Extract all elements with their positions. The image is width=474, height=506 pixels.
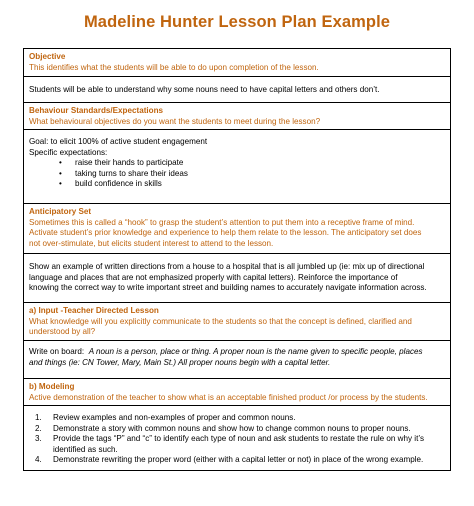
page-title: Madeline Hunter Lesson Plan Example <box>83 13 391 31</box>
input-desc-line: understood by all? <box>29 327 96 337</box>
expectations-list <box>29 158 445 190</box>
modeling-content-cell <box>24 406 450 470</box>
modeling-heading: b) Modeling <box>29 382 75 391</box>
list-item: • build confidence in skills <box>75 179 445 190</box>
anticipatory-text-line: knowing the correct way to write important street and building names to accurately navigate information across. <box>29 283 427 293</box>
modeling-header-cell <box>24 379 450 406</box>
behaviour-heading: Behaviour Standards/Expectations <box>29 106 164 115</box>
list-item: 3. Provide the tags “P” and “c” to identify each type of noun and ask students to restate the rule on why it’s identified as such. <box>35 434 425 454</box>
input-heading: a) Input -Teacher Directed Lesson <box>29 306 159 315</box>
anticipatory-heading: Anticipatory Set <box>29 207 92 216</box>
list-item: • taking turns to share their ideas <box>75 169 445 180</box>
anticipatory-desc-line: Sometimes this is called a “hook” to grasp the student’s attention to put them into a receptive frame of mind. <box>29 217 415 227</box>
modeling-steps-list <box>29 413 445 466</box>
behaviour-description: What behavioural objectives do you want the students to meet during the lesson? <box>29 116 321 126</box>
behaviour-content-cell <box>24 130 450 204</box>
objective-description: This identifies what the students will be able to do upon completion of the lesson. <box>29 62 319 72</box>
list-item: 4. Demonstrate rewriting the proper word (either with a capital letter or not) in place of the wrong example. <box>35 455 424 465</box>
lesson-plan-table <box>23 48 451 471</box>
input-line-1 <box>29 347 445 358</box>
anticipatory-desc-line: Activate student’s prior knowledge and experience to help them relate to the lesson. The anticipatory set does <box>29 228 422 238</box>
list-item: • raise their hands to participate <box>75 158 445 169</box>
input-header-cell <box>24 303 450 341</box>
list-item: 2. Demonstrate a story with common nouns and show how to change common nouns to proper nouns. <box>35 423 411 433</box>
objective-content-cell <box>24 77 450 103</box>
anticipatory-desc-line: not over-stimulate, but elicits student interest to attend to the lesson. <box>29 238 274 248</box>
anticipatory-text-line: Show an example of written directions from a house to a hospital that is all jumbled up (ie: mix up of directional <box>29 262 425 271</box>
anticipatory-text-line: language and places that are not emphasized properly with capital letters). Reinforce the importance of <box>29 272 398 282</box>
modeling-description: Active demonstration of the teacher to show what is an acceptable finished product /or process by the students. <box>29 392 428 402</box>
input-definition-text: A noun is a person, place or thing. A proper noun is the name given to specific people, places <box>88 347 423 356</box>
list-item: 1. Review examples and non-examples of proper and common nouns. <box>35 413 296 422</box>
objective-header-cell <box>24 49 450 77</box>
anticipatory-content-cell <box>24 254 450 303</box>
objective-heading: Objective <box>29 52 66 61</box>
input-desc-line: What knowledge will you explicitly communicate to the students so that the concept is defined, clarified and <box>29 316 412 326</box>
input-plain-text: Write on board: <box>29 347 89 356</box>
input-content-cell <box>24 341 450 379</box>
anticipatory-header-cell <box>24 204 450 254</box>
behaviour-goal: Goal: to elicit 100% of active student engagement <box>29 137 208 146</box>
objective-text: Students will be able to understand why some nouns need to have capital letters and others don’t. <box>29 85 380 94</box>
input-line-2: and things (ie: CN Tower, Mary, Main St.) All proper nouns begin with a capital letter. <box>29 357 331 367</box>
behaviour-specific-label: Specific expectations: <box>29 147 108 157</box>
behaviour-header-cell <box>24 103 450 130</box>
